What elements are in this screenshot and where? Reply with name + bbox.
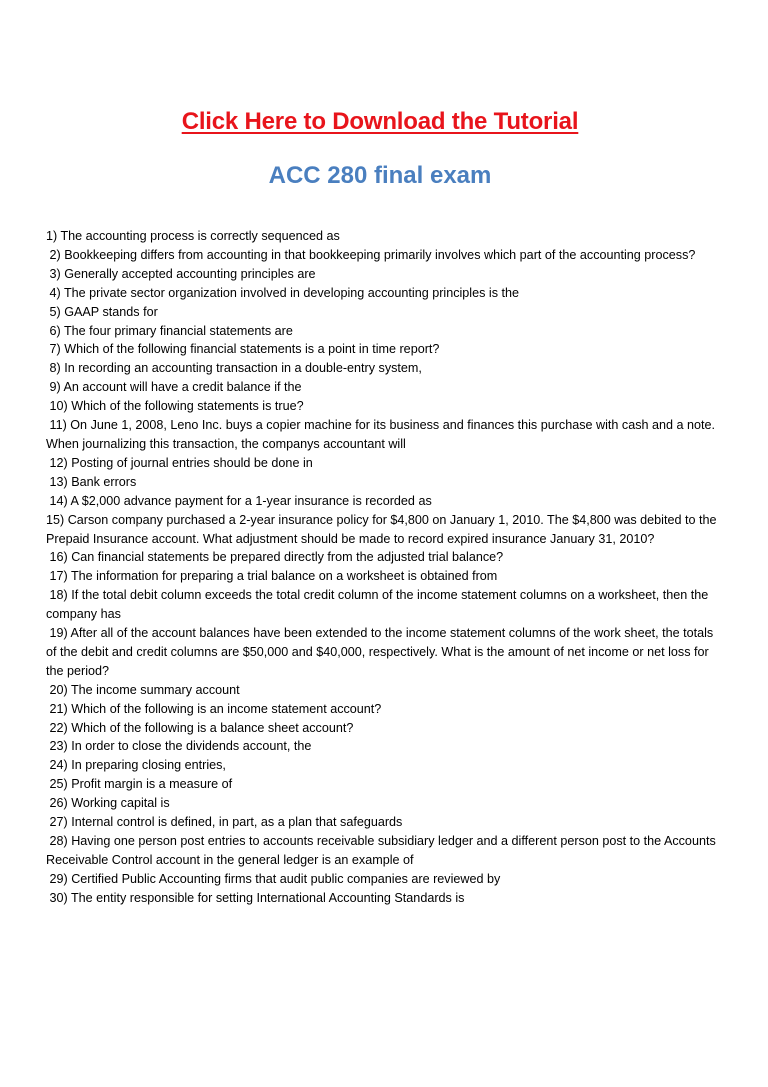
question-6: 6) The four primary financial statements are <box>46 323 293 338</box>
question-23: 23) In order to close the dividends account, the <box>46 739 312 754</box>
question-30: 30) The entity responsible for setting International Accounting Standards is <box>46 890 465 905</box>
question-9: 9) An account will have a credit balance if the <box>46 380 302 395</box>
question-17: 17) The information for preparing a trial balance on a worksheet is obtained from <box>46 569 498 584</box>
question-15: 15) Carson company purchased a 2-year insurance policy for $4,800 on January 1, 2010. The $4,800 was debited to the Prepaid Insurance account. What adjustment should be made to record expired insurance January 31, 2010? <box>46 512 720 546</box>
question-20: 20) The income summary account <box>46 682 240 697</box>
question-5: 5) GAAP stands for <box>46 304 158 319</box>
question-11: 11) On June 1, 2008, Leno Inc. buys a copier machine for its business and finances this purchase with cash and a note. When journalizing this transaction, the companys accountant will <box>46 418 719 451</box>
question-26: 26) Working capital is <box>46 796 170 811</box>
question-27: 27) Internal control is defined, in part, as a plan that safeguards <box>46 815 403 830</box>
question-29: 29) Certified Public Accounting firms that audit public companies are reviewed by <box>46 871 501 886</box>
question-8: 8) In recording an accounting transaction in a double-entry system, <box>46 361 422 376</box>
question-3: 3) Generally accepted accounting principles are <box>46 266 316 281</box>
question-1: 1) The accounting process is correctly sequenced as <box>46 229 340 243</box>
question-19: 19) After all of the account balances have been extended to the income statement columns of the work sheet, the totals of the debit and credit columns are $50,000 and $40,000, respectively. What is the amount of net income or net loss for the period? <box>46 626 717 678</box>
question-22: 22) Which of the following is a balance sheet account? <box>46 720 354 735</box>
exam-title: ACC 280 final exam <box>268 162 492 189</box>
question-14: 14) A $2,000 advance payment for a 1-year insurance is recorded as <box>46 493 432 508</box>
question-list <box>46 227 726 908</box>
question-25: 25) Profit margin is a measure of <box>46 777 233 792</box>
question-13: 13) Bank errors <box>46 474 137 489</box>
question-10: 10) Which of the following statements is true? <box>46 399 304 414</box>
download-tutorial-link[interactable]: Click Here to Download the Tutorial <box>181 108 579 135</box>
question-21: 21) Which of the following is an income statement account? <box>46 701 382 716</box>
question-18: 18) If the total debit column exceeds the total credit column of the income statement columns on a worksheet, then the company has <box>46 588 712 622</box>
question-24: 24) In preparing closing entries, <box>46 758 226 773</box>
question-12: 12) Posting of journal entries should be done in <box>46 455 313 470</box>
question-16: 16) Can financial statements be prepared directly from the adjusted trial balance? <box>46 550 504 565</box>
question-2: 2) Bookkeeping differs from accounting in that bookkeeping primarily involves which part of the accounting process? <box>46 247 696 262</box>
question-28: 28) Having one person post entries to accounts receivable subsidiary ledger and a different person post to the Accounts Receivable Control account in the general ledger is an example of <box>46 834 720 867</box>
question-7: 7) Which of the following financial statements is a point in time report? <box>46 342 440 357</box>
question-4: 4) The private sector organization involved in developing accounting principles is the <box>46 285 520 300</box>
